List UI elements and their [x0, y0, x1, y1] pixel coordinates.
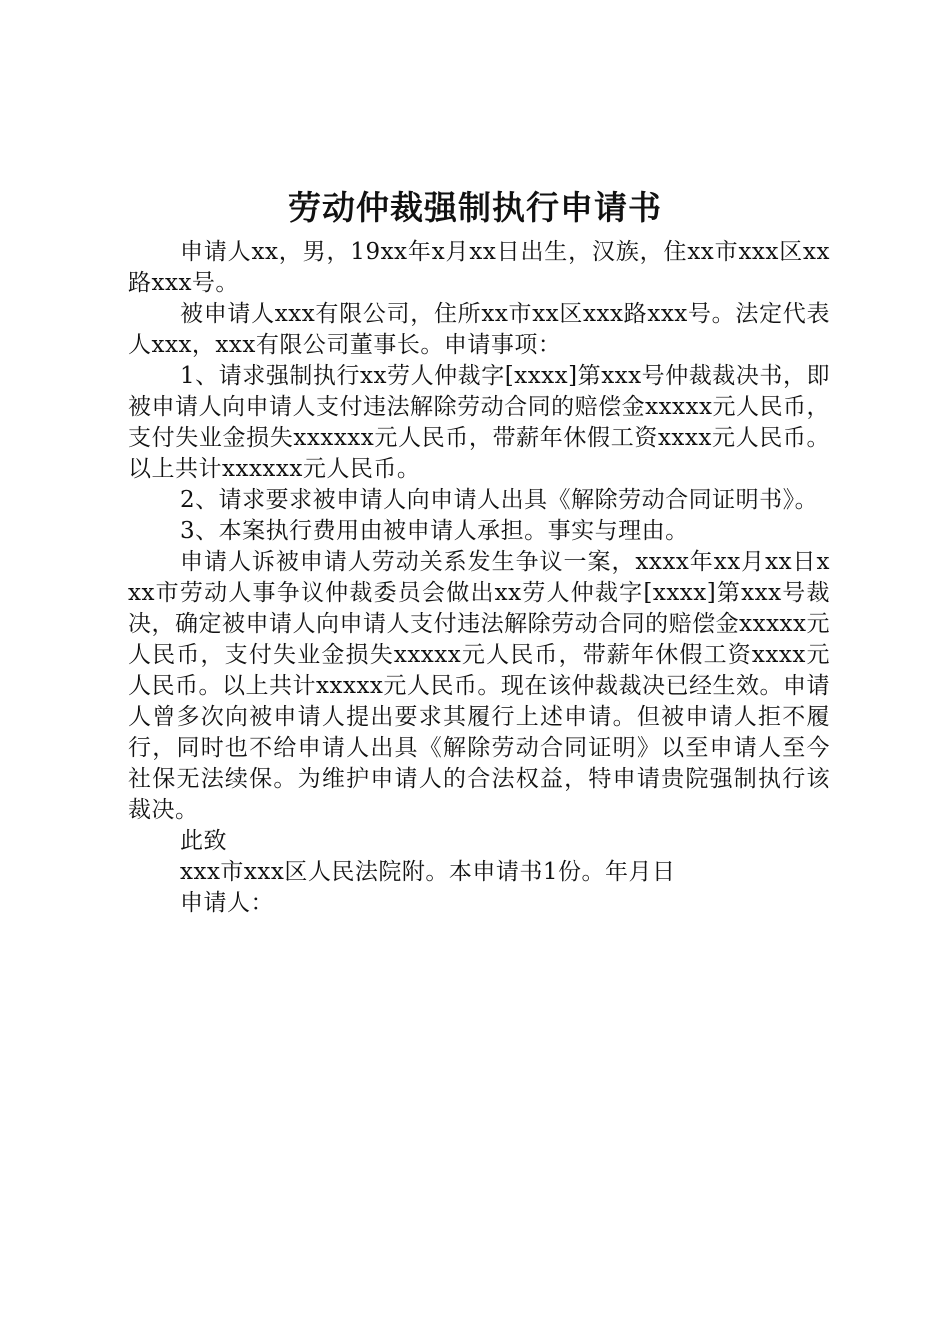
respondent-paragraph: 被申请人xxx有限公司，住所xx市xx区xxx路xxx号。法定代表人xxx，xxx有限公司董事长。申请事项： — [128, 301, 830, 358]
request-item-2: 2、请求要求被申请人向申请人出具《解除劳动合同证明书》。 — [180, 487, 819, 513]
applicant-paragraph: 申请人xx，男，19xx年x月xx日出生，汉族，住xx市xxx区xx路xxx号。 — [128, 239, 830, 296]
request-item-1: 1、请求强制执行xx劳人仲裁字[xxxx]第xxx号仲裁裁决书，即被申请人向申请人支付违法解除劳动合同的赔偿金xxxxx元人民币，支付失业金损失xxxxxx元人民币，带薪年休假工资xxxx元人民币。以上共计xxxxxx元人民币。 — [128, 363, 830, 482]
document-body — [128, 237, 830, 919]
signature-line: 申请人： — [180, 890, 274, 916]
document-title: 劳动仲裁强制执行申请书 — [288, 188, 662, 227]
facts-paragraph: 申请人诉被申请人劳动关系发生争议一案，xxxx年xx月xx日xxx市劳动人事争议仲裁委员会做出xx劳人仲裁字[xxxx]第xxx号裁决，确定被申请人向申请人支付违法解除劳动合同的赔偿金xxxxx元人民币，支付失业金损失xxxxx元人民币，带薪年休假工资xxxx元人民币。以上共计xxxxx元人民币。现在该仲裁裁决已经生效。申请人曾多次向被申请人提出要求其履行上述申请。但被申请人拒不履行，同时也不给申请人出具《解除劳动合同证明》以至申请人至今社保无法续保。为维护申请人的合法权益，特申请贵院强制执行该裁决。 — [128, 549, 830, 823]
salutation: 此致 — [180, 828, 227, 854]
request-item-3: 3、本案执行费用由被申请人承担。事实与理由。 — [180, 518, 689, 544]
addressee-line: xxx市xxx区人民法院附。本申请书1份。年月日 — [180, 859, 676, 885]
